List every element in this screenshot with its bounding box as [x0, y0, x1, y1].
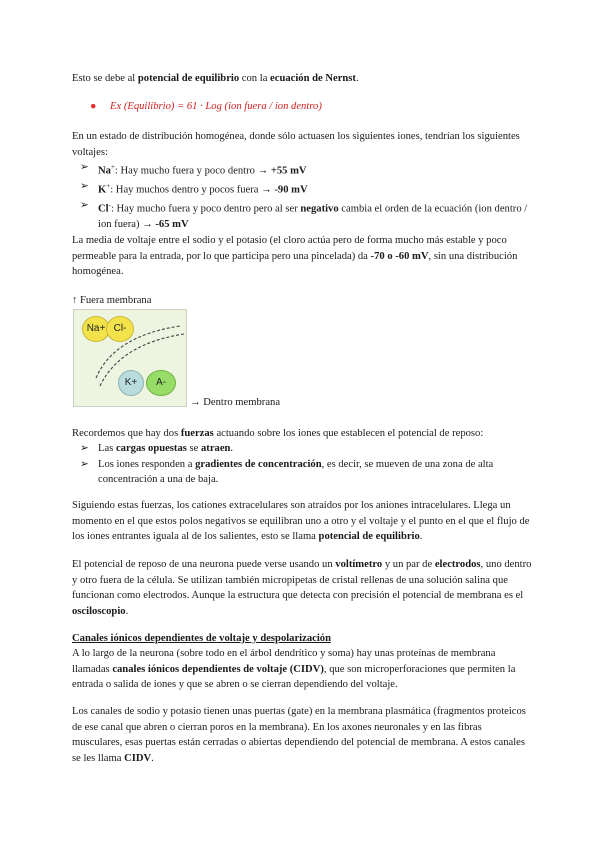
paragraph-nernst: Esto se debe al potencial de equilibrio con la ecuación de Nernst. — [72, 73, 359, 84]
ion-cl: Cl- — [106, 316, 134, 342]
equation-bullet — [72, 99, 534, 115]
membrane-diagram — [73, 309, 187, 407]
list-item-cl: ➢ Cl-: Hay mucho fuera y poco dentro pero al ser negativo cambia el orden de la ecuación (ion dentro / ion fuera) → -65 mV — [80, 200, 528, 231]
list-item-concentration: ➢ Los iones responden a gradientes de concentración, es decir, se mueven de una zona de alta concentración a una de baja. — [80, 458, 494, 485]
paragraph-voltmeter: El potencial de reposo de una neurona puede verse usando un voltímetro y un par de electrodos, uno dentro y otro fuera de la célula. Se utilizan también micropipetas de cristal rellenas de una solución salina que funcionan como electrodos. Aunque la estructura que detecta con precisión el potencial de membrana es el osciloscopio. — [72, 559, 532, 617]
paragraph-distribution: En un estado de distribución homogénea, donde sólo actuasen los siguientes iones, tendrían los siguientes voltajes: — [72, 131, 520, 158]
list-item-k: ➢ K+: Hay muchos dentro y pocos fuera → -90 mV — [80, 181, 308, 196]
section-heading: Canales iónicos dependientes de voltaje y despolarización — [72, 633, 331, 644]
list-item-na: ➢ Na+: Hay mucho fuera y poco dentro → +55 mV — [80, 162, 307, 177]
list-item-opposite-charges: ➢ Las cargas opuestas se atraen. — [80, 443, 234, 454]
ion-a: A- — [146, 370, 176, 396]
paragraph-gates: Los canales de sodio y potasio tienen unas puertas (gate) en la membrana plasmática (fragmentos proteicos de ese canal que abren o cierran poros en la membrana). En los axones neuronales y en las fibras musculares, esas puertas están cerradas o abiertas dependiendo del potencial de membrana. A estos canales se les llama CIDV. — [72, 706, 526, 764]
nernst-equation: Ex (Equilibrio) = 61 · Log (ion fuera / ion dentro) — [110, 101, 322, 112]
ion-list — [72, 160, 534, 233]
paragraph-equilibrium: Siguiendo estas fuerzas, los cationes extracelulares son atraídos por los aniones intracelulares. Llega un momento en el que estos polos negativos se equilibran uno a otro y el voltaje y el punto en el que el flujo de los iones entrantes iguala al de los salientes, esto se llama potencial de equilibrio. — [72, 500, 530, 542]
paragraph-cidv: A lo largo de la neurona (sobre todo en el árbol dendrítico y soma) hay unas proteínas de membrana llamadas canales iónicos dependientes de voltaje (CIDV), que son microperforaciones que permiten la entrada o salida de iones y que se abren o se cierran dependiendo del voltaje. — [72, 648, 516, 690]
diagram-label-inside: → Dentro membrana — [190, 397, 281, 408]
ion-na: Na+ — [82, 316, 110, 342]
bullet-marker: ● — [90, 101, 97, 112]
paragraph-forces: Recordemos que hay dos fuerzas actuando sobre los iones que establecen el potencial de reposo: — [72, 428, 484, 439]
paragraph-average-voltage: La media de voltaje entre el sodio y el potasio (el cloro actúa pero de forma mucho más estable y poco permeable para la entrada, por lo que participa pero una pincelada) da -70 o -60 mV, sin una distribución homogénea. — [72, 235, 518, 277]
ion-k: K+ — [118, 370, 144, 396]
diagram-label-outside: ↑ Fuera membrana — [72, 295, 152, 306]
forces-list — [72, 441, 534, 488]
